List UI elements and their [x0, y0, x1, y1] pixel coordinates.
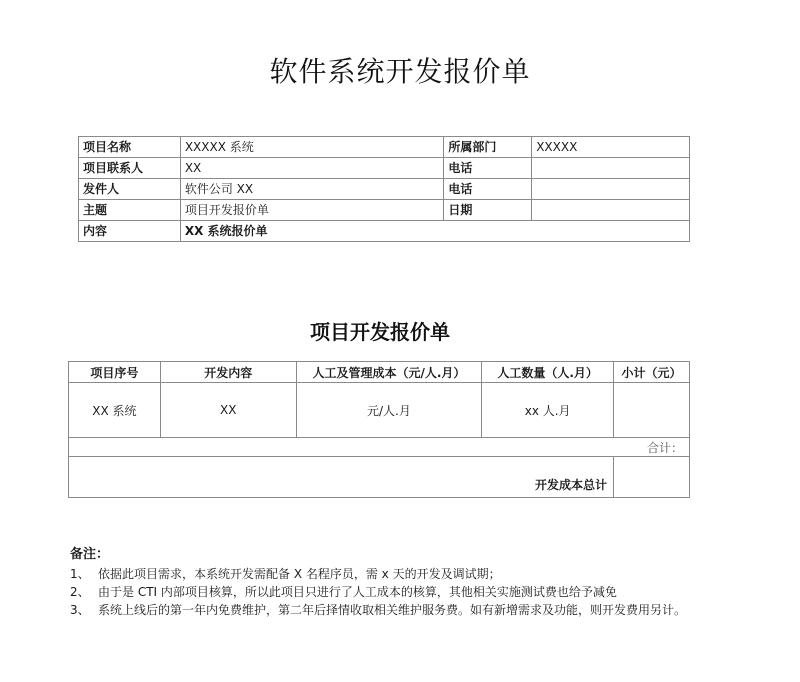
content-value: XX 系统报价单 [180, 221, 689, 242]
quote-title: 项目开发报价单 [310, 320, 450, 344]
item-seq: XX 系统 [69, 383, 161, 438]
date-value [532, 200, 690, 221]
quote-sum-row [69, 438, 690, 457]
quote-table [68, 361, 690, 498]
phone-value [532, 158, 690, 179]
total-label: 开发成本总计 [69, 457, 614, 498]
notes-title: 备注： [70, 547, 110, 562]
info-row [79, 158, 690, 179]
contact-value: XX [180, 158, 444, 179]
date-label: 日期 [444, 200, 532, 221]
contact-label: 项目联系人 [79, 158, 181, 179]
project-name-value: XXXXX 系统 [180, 137, 444, 158]
document-title: 软件系统开发报价单 [269, 55, 531, 88]
note-number: 2、 [70, 585, 90, 599]
project-info-table [78, 136, 690, 242]
note-text: 由于是 CTI 内部项目核算，所以此项目只进行了人工成本的核算，其他相关实施测试费也给予减免 [98, 585, 617, 599]
sender-value: 软件公司 XX [180, 179, 444, 200]
project-name-label: 项目名称 [79, 137, 181, 158]
header-cell: 人工数量（人.月） [482, 362, 614, 383]
content-label: 内容 [79, 221, 181, 242]
header-cell: 项目序号 [69, 362, 161, 383]
quote-item-row [69, 383, 690, 438]
note-item [70, 565, 750, 583]
note-number: 3、 [70, 603, 90, 617]
item-content: XX [160, 383, 296, 438]
phone2-value [532, 179, 690, 200]
info-row [79, 137, 690, 158]
item-cost: 元/人.月 [296, 383, 482, 438]
item-subtotal [614, 383, 690, 438]
info-row [79, 200, 690, 221]
dept-value: XXXXX [532, 137, 690, 158]
subject-value: 项目开发报价单 [180, 200, 444, 221]
header-cell: 人工及管理成本（元/人.月） [296, 362, 482, 383]
quote-header-row [69, 362, 690, 383]
note-item [70, 601, 750, 619]
header-cell: 开发内容 [160, 362, 296, 383]
info-row [79, 179, 690, 200]
subject-label: 主题 [79, 200, 181, 221]
info-row [79, 221, 690, 242]
note-number: 1、 [70, 567, 90, 581]
quote-total-row [69, 457, 690, 498]
item-quantity: xx 人.月 [482, 383, 614, 438]
note-text: 系统上线后的第一年内免费维护，第二年后择情收取相关维护服务费。如有新增需求及功能，则开发费用另计。 [98, 603, 687, 617]
phone2-label: 电话 [444, 179, 532, 200]
phone-label: 电话 [444, 158, 532, 179]
note-item [70, 583, 750, 601]
dept-label: 所属部门 [444, 137, 532, 158]
note-text: 依据此项目需求，本系统开发需配备 X 名程序员，需 x 天的开发及调试期； [98, 567, 501, 581]
total-value [614, 457, 690, 498]
notes-section [70, 546, 750, 619]
sender-label: 发件人 [79, 179, 181, 200]
sum-label: 合计： [69, 438, 690, 457]
header-cell: 小计（元） [614, 362, 690, 383]
